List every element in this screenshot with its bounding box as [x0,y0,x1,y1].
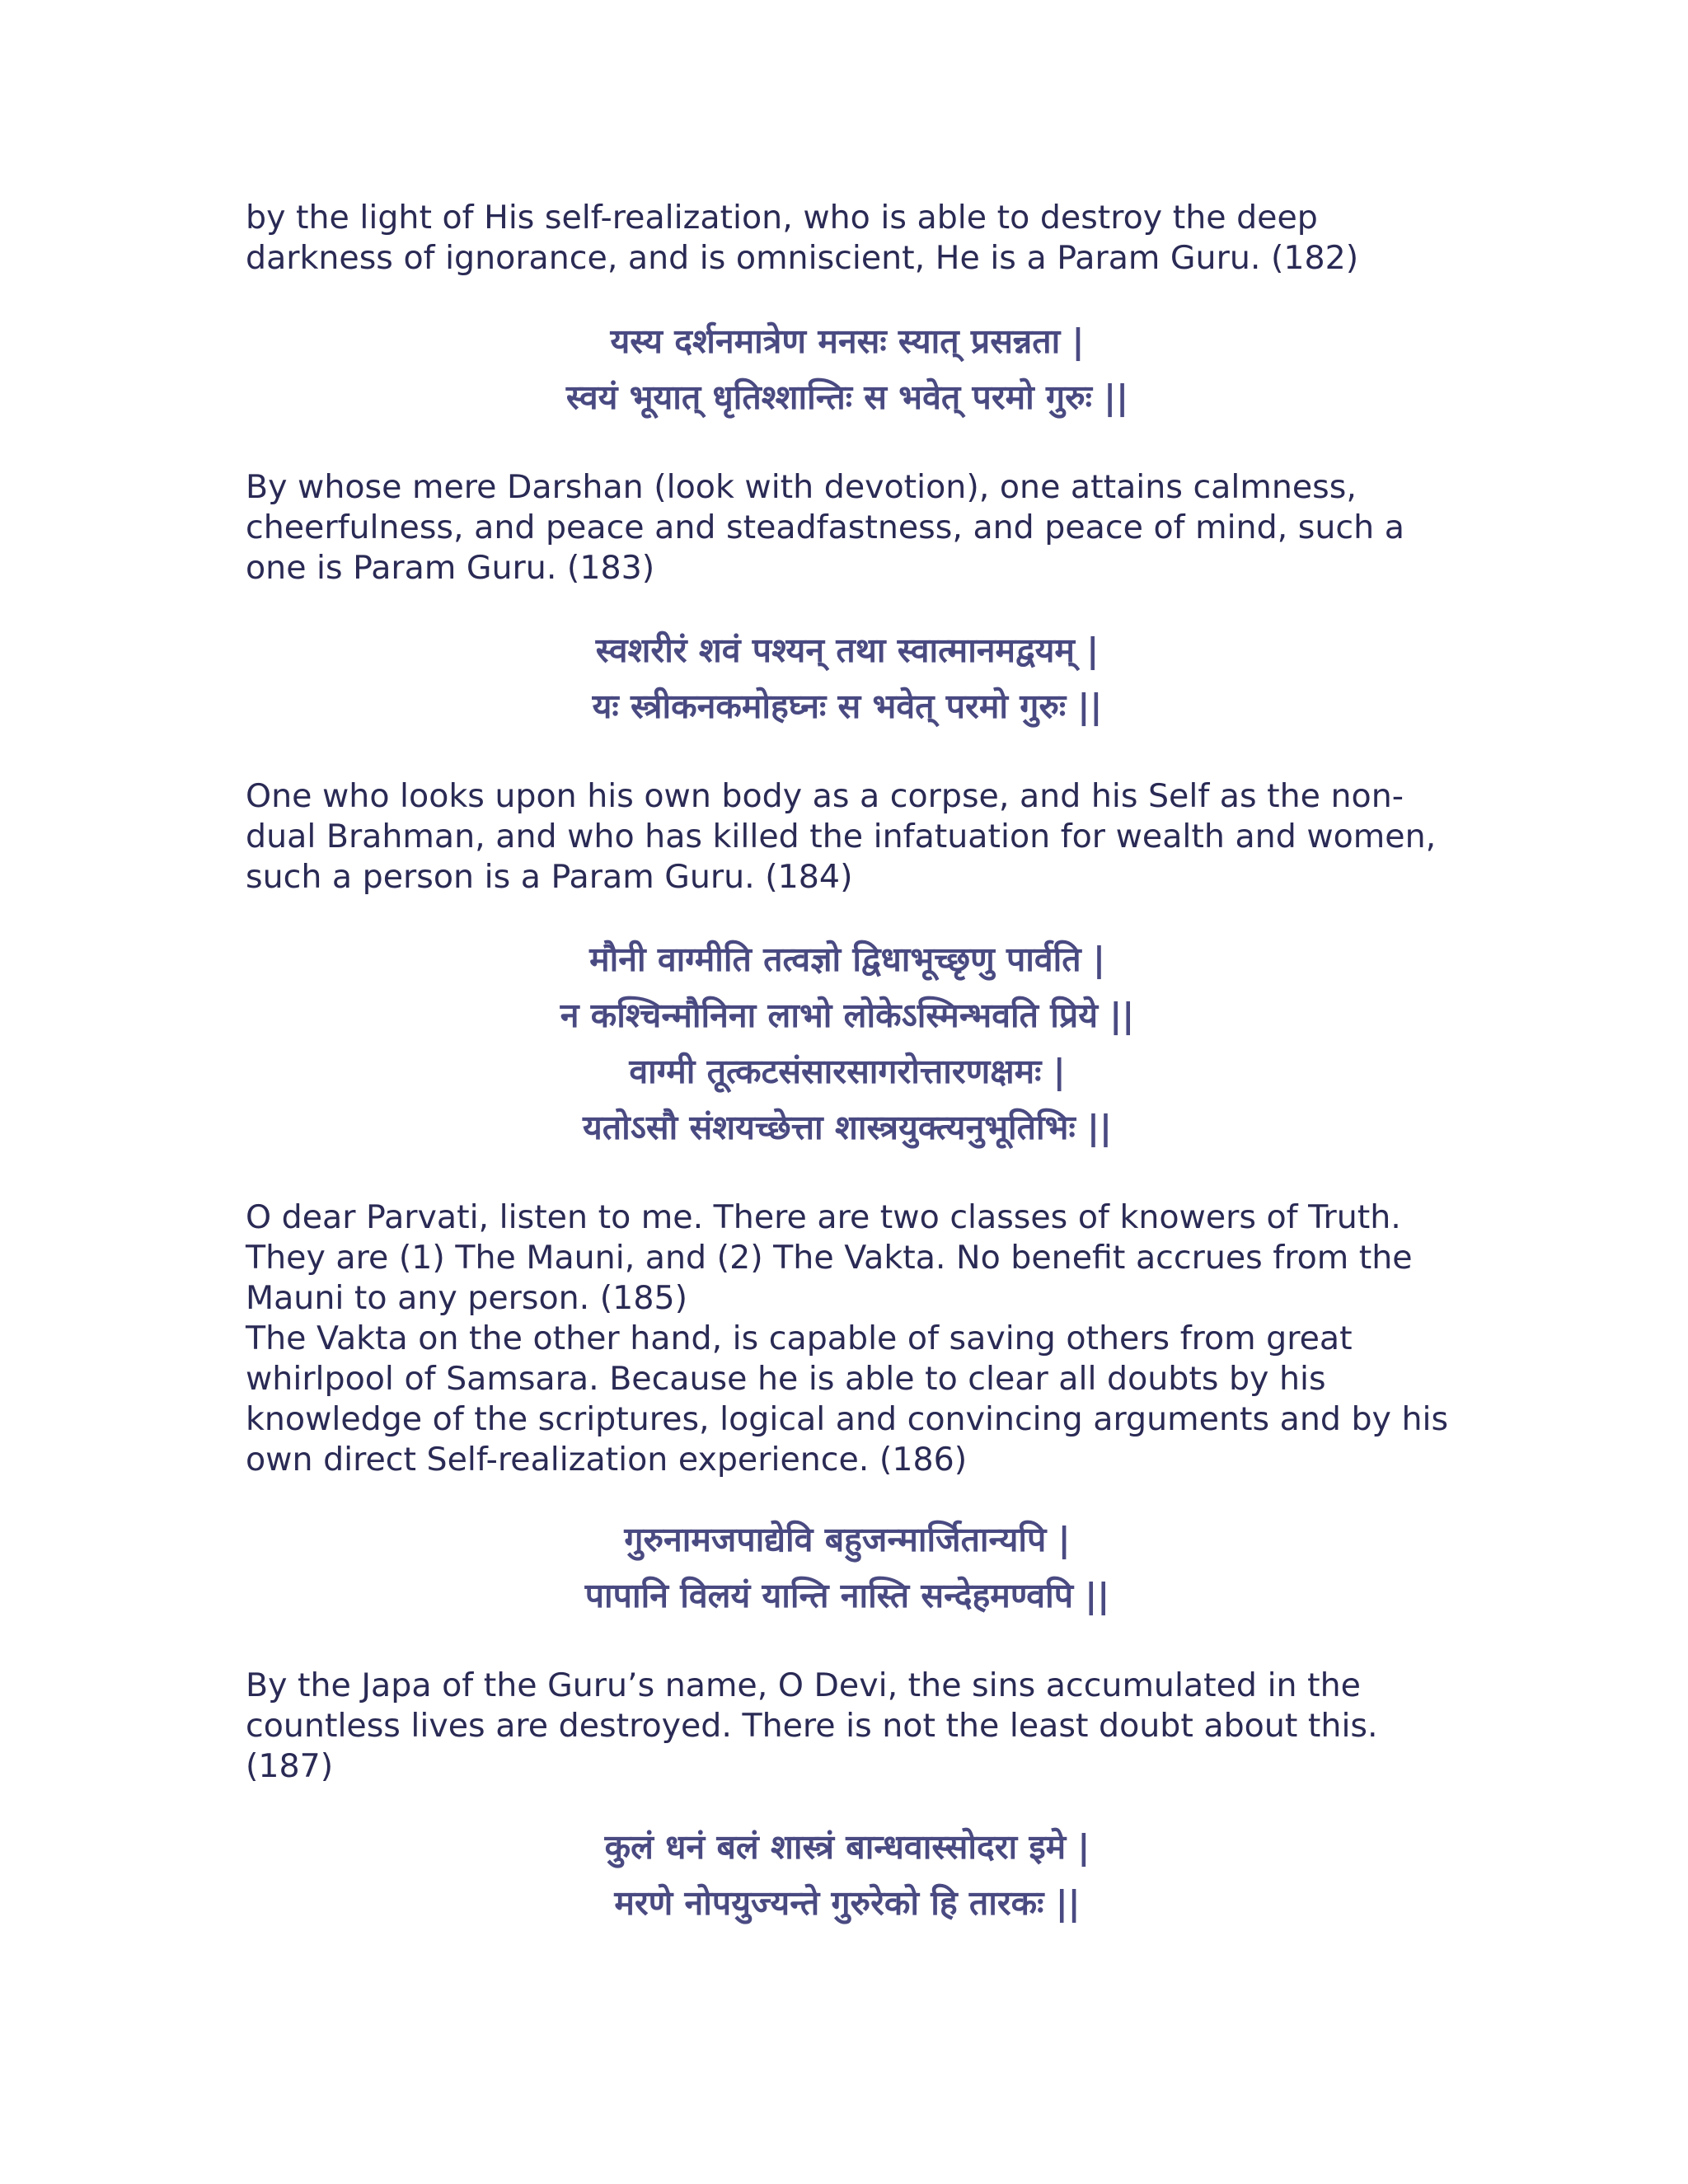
paragraph-182 [246,198,1449,279]
verse-line: यः स्त्रीकनकमोहघ्नः स भवेत् परमो गुरुः || [592,687,1103,726]
verse-line: मौनी वाग्मीति तत्वज्ञो द्विधाभूच्छृणु पार्वति | [589,940,1105,979]
verse-line: यतोऽसौ संशयच्छेत्ता शास्त्रयुक्त्यनुभूतिभिः || [583,1108,1112,1147]
sanskrit-verse-187 [246,1511,1449,1624]
verse-line: यस्य दर्शनमात्रेण मनसः स्यात् प्रसन्नता | [610,321,1085,361]
verse-line: मरणे नोपयुज्यन्ते गुरुरेको हि तारकः || [614,1883,1081,1923]
verse-line: स्वशरीरं शवं पश्यन् तथा स्वात्मानमद्वयम् | [595,630,1100,670]
prose-paragraph: by the light of His self-realization, who is able to destroy the deep darkness of ignorance, and is omniscient, He is a Param Guru. (182) [246,199,1359,277]
sanskrit-verse-188 [246,1819,1449,1931]
verse-line: न कश्चिन्मौनिना लाभो लोकेऽस्मिन्भवति प्रिये || [560,996,1135,1035]
paragraph-183 [246,467,1449,588]
paragraph-184 [246,776,1449,898]
verse-line: पापानि विलयं यान्ति नास्ति सन्देहमण्वपि || [584,1576,1110,1615]
paragraph-185-186 [246,1197,1449,1480]
paragraph-187 [246,1666,1449,1787]
verse-line: वाग्मी तूत्कटसंसारसागरोत्तारणक्षमः | [629,1052,1066,1091]
prose-paragraph: The Vakta on the other hand, is capable of saving others from great whirlpool of Samsara. Because he is able to clear all doubts by his knowledge of the scriptures, logical and convincing arguments and by his own direct Self-realization experience. (186) [246,1319,1449,1479]
sanskrit-verse-183 [246,313,1449,425]
prose-paragraph: O dear Parvati, listen to me. There are two classes of knowers of Truth. They are (1) The Mauni, and (2) The Vakta. No benefit accrues from the Mauni to any person. (185) [246,1198,1413,1317]
verse-line: कुलं धनं बलं शास्त्रं बान्धवास्सोदरा इमे | [604,1827,1090,1867]
prose-paragraph: One who looks upon his own body as a corpse, and his Self as the non-dual Brahman, and who has killed the infatuation for wealth and women, such a person is a Param Guru. (184) [246,777,1437,896]
verse-line: स्वयं भूयात् धृतिश्शान्तिः स भवेत् परमो गुरुः || [565,377,1129,417]
prose-paragraph: By the Japa of the Guru’s name, O Devi, the sins accumulated in the countless lives are destroyed. There is not the least doubt about this. (187) [246,1666,1378,1785]
prose-paragraph: By whose mere Darshan (look with devotion), one attains calmness, cheerfulness, and peace and steadfastness, and peace of mind, such a one is Param Guru. (183) [246,468,1404,587]
verse-line: गुरुनामजपाद्येवि बहुजन्मार्जितान्यपि | [624,1520,1071,1559]
sanskrit-verse-185-186 [246,931,1449,1155]
sanskrit-verse-184 [246,622,1449,734]
